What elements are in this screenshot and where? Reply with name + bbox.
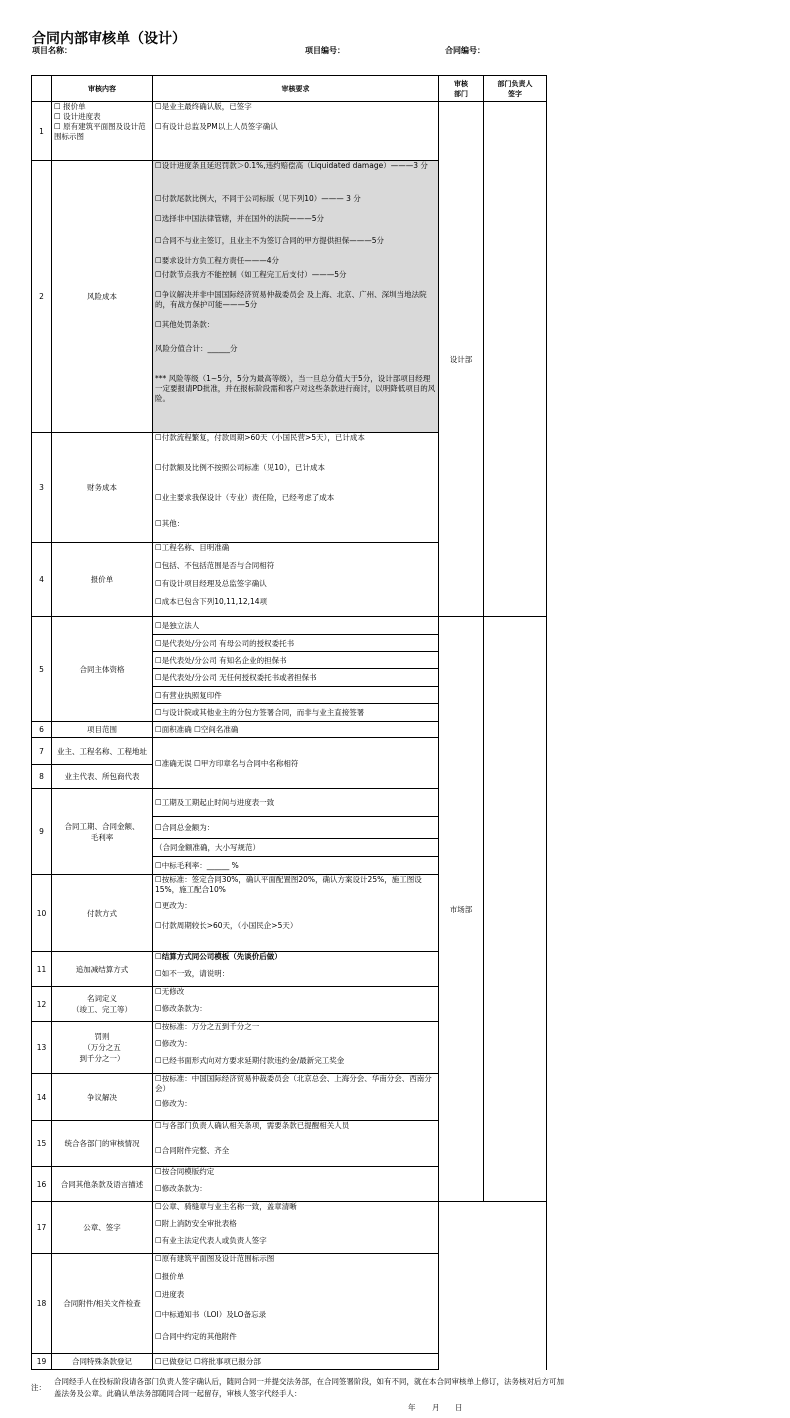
row-11-req <box>153 952 439 987</box>
row-10-req-2[interactable]: ☐更改为： <box>155 901 192 910</box>
row-11-req-2[interactable]: ☐如不一致，请说明： <box>155 969 230 978</box>
row-14-req <box>153 1074 439 1121</box>
row-13-content: 罚则 （万分之五 到千分之一） <box>52 1022 153 1074</box>
row-14-content: 争议解决 <box>52 1074 153 1121</box>
row-16-req-1[interactable]: ☐按合同模版约定 <box>155 1167 215 1176</box>
row-1-content <box>52 102 153 161</box>
row-10-content: 付款方式 <box>52 875 153 952</box>
row-1-req-1[interactable]: ☐是业主最终确认版，已签字 <box>155 102 252 111</box>
row-16-num: 16 <box>32 1167 52 1202</box>
row-3-req-1[interactable]: ☐付款流程繁复，付款周期>60天（小国民营>5天），已计成本 <box>155 433 365 442</box>
row-9-req-3[interactable]: （合同金额准确，大小写规范） <box>153 839 439 857</box>
row-9-req-4[interactable]: ☐中标毛利率：______ % <box>153 857 439 875</box>
row-4-req-4[interactable]: ☐成本已包含下列10,11,12,14项 <box>155 597 268 606</box>
row-5-req-2[interactable]: ☐是代表处/分公司 有母公司的授权委托书 <box>153 635 439 652</box>
row-19-req-1[interactable]: ☐已做登记 ☐将批事项已报分部 <box>153 1354 439 1370</box>
row-17-req-3[interactable]: ☐有业主法定代表人或负责人签字 <box>155 1236 267 1245</box>
row-16-req-2[interactable]: ☐修改条款为： <box>155 1184 207 1193</box>
row-1-req-3[interactable]: ☐有设计总监及PM以上人员签字确认 <box>155 122 278 131</box>
row-12-req-1[interactable]: ☐无修改 <box>155 987 185 996</box>
row-13-req-3[interactable]: ☐已经书面形式向对方要求延期付款违约金/最新完工奖金 <box>155 1056 345 1065</box>
row-3-req-4[interactable]: ☐其他： <box>155 519 185 528</box>
row-9-req-1[interactable]: ☐工期及工期起止时间与进度表一致 <box>153 789 439 817</box>
row-2-content: 风险成本 <box>52 161 153 433</box>
row-10-req <box>153 875 439 952</box>
row-9-content: 合同工期、合同金额、 毛利率 <box>52 789 153 875</box>
row-7-content: 业主、工程名称、工程地址 <box>52 738 153 765</box>
sign-year: 年 <box>408 1403 416 1412</box>
row-13-num: 13 <box>32 1022 52 1074</box>
owner-sign-market[interactable] <box>484 617 547 1202</box>
row-8-num: 8 <box>32 765 52 789</box>
row-4-req <box>153 543 439 617</box>
row-19-num: 19 <box>32 1354 52 1370</box>
row-2-req-3[interactable]: ☐选择非中国法律管辖，并在国外的法院———5分 <box>155 214 324 223</box>
row-15-content: 统合各部门的审核情况 <box>52 1121 153 1167</box>
row-4-num: 4 <box>32 543 52 617</box>
row-2-req <box>153 161 439 433</box>
row-17-req-1[interactable]: ☐公章、骑缝章与业主名称一致，盖章清晰 <box>155 1202 297 1211</box>
project-name-label: 项目名称： <box>32 46 72 55</box>
row-15-num: 15 <box>32 1121 52 1167</box>
header-owner: 部门负责人 签字 <box>484 76 547 102</box>
dept-market: 市场部 <box>439 617 484 1202</box>
row-8-content: 业主代表、所包商代表 <box>52 765 153 789</box>
row-2-req-10: *** 风险等级（1~5分，5分为最高等级），当一旦总分值大于5分，设计部项目经理一定要报请PD批准，并在报标阶段需和客户对这些条款进行商讨，以明降低项目的风险。 <box>155 374 436 403</box>
row-18-num: 18 <box>32 1254 52 1354</box>
row-5-req-5[interactable]: ☐有营业执照复印件 <box>153 687 439 704</box>
dept-design: 设计部 <box>439 102 484 617</box>
row-5-content: 合同主体资格 <box>52 617 153 722</box>
row-6-req-1[interactable]: ☐面积准确 ☐空间名准确 <box>153 722 439 738</box>
row-12-req-2[interactable]: ☐修改条款为： <box>155 1004 207 1013</box>
owner-sign-design[interactable] <box>484 102 547 617</box>
header-dept: 审核 部门 <box>439 76 484 102</box>
row-2-num: 2 <box>32 161 52 433</box>
row-2-req-4[interactable]: ☐合同不与业主签订，且业主不为签订合同的甲方提供担保———5分 <box>155 236 384 245</box>
row-1-item-2[interactable]: ☐ 设计进度表 <box>54 112 101 121</box>
header-content: 审核内容 <box>52 76 153 102</box>
row-10-num: 10 <box>32 875 52 952</box>
row-17-content: 公章、签字 <box>52 1202 153 1254</box>
row-5-req-1[interactable]: ☐是独立法人 <box>153 617 439 635</box>
row-14-req-2[interactable]: ☐修改为： <box>155 1099 192 1108</box>
row-7-8-req[interactable]: ☐准确无误 ☐甲方印章名与合同中名称相符 <box>153 738 439 789</box>
row-9-num: 9 <box>32 789 52 875</box>
row-4-req-2[interactable]: ☐包括、不包括范围是否与合同相符 <box>155 561 275 570</box>
row-2-req-9[interactable]: 风险分值合计：______分 <box>155 344 238 353</box>
row-5-req-4[interactable]: ☐是代表处/分公司 无任何授权委托书或者担保书 <box>153 669 439 687</box>
row-7-num: 7 <box>32 738 52 765</box>
row-13-req <box>153 1022 439 1074</box>
row-4-req-1[interactable]: ☐工程名称、目明准确 <box>155 543 230 552</box>
row-11-num: 11 <box>32 952 52 987</box>
row-1-item-3[interactable]: ☐ 原有建筑平面图及设计范围标示图 <box>54 122 146 141</box>
row-13-req-1[interactable]: ☐按标准：万分之五到千分之一 <box>155 1022 260 1031</box>
row-15-req-1[interactable]: ☐与各部门负责人确认相关条项，需要条款已提醒相关人员 <box>155 1121 350 1130</box>
row-18-req-3[interactable]: ☐进度表 <box>155 1290 185 1299</box>
row-4-content: 报价单 <box>52 543 153 617</box>
row-1-num: 1 <box>32 102 52 161</box>
row-5-req-6[interactable]: ☐与设计院或其他业主的分包方签署合同，而非与业主直接签署 <box>153 704 439 722</box>
row-14-req-1[interactable]: ☐按标准：中国国际经济贸易仲裁委员会（北京总会、上海分会、华南分会、西南分会） <box>155 1074 432 1093</box>
row-14-num: 14 <box>32 1074 52 1121</box>
row-3-req <box>153 433 439 543</box>
row-1-req <box>153 102 439 161</box>
row-9-req-2[interactable]: ☐合同总金额为： <box>153 817 439 839</box>
row-11-req-1[interactable]: ☐结算方式同公司模板（先谈价后做） <box>155 952 282 961</box>
contract-no-label: 合同编号： <box>445 46 485 55</box>
row-5-num: 5 <box>32 617 52 722</box>
row-2-req-1[interactable]: ☐设计进度条且延迟罚款＞0.1%,违约赔偿高（Liquidated damage）———3 分 <box>155 161 428 170</box>
row-6-num: 6 <box>32 722 52 738</box>
row-18-req <box>153 1254 439 1354</box>
row-18-req-1[interactable]: ☐原有建筑平面图及设计范围标示图 <box>155 1254 275 1263</box>
row-15-req-2[interactable]: ☐合同附件完整、齐全 <box>155 1146 230 1155</box>
project-no-label: 项目编号： <box>305 46 345 55</box>
row-10-req-3[interactable]: ☐付款周期较长>60天，（小国民企>5天） <box>155 921 298 930</box>
review-table <box>31 75 547 1370</box>
row-2-req-7[interactable]: ☐争议解决并非中国国际经济贸易仲裁委员会 及上海、北京、广州、深圳当地法院的，有战方保护可能———5分 <box>155 290 427 309</box>
row-1-item-1[interactable]: ☐ 报价单 <box>54 102 86 111</box>
page-title: 合同内部审核单（设计） <box>32 31 186 47</box>
row-10-req-1[interactable]: ☐按标准：签定合同30%，确认平面配置图20%，确认方案设计25%，施工图设15%，施工配合10% <box>155 875 422 894</box>
row-17-req-2[interactable]: ☐附上消防安全审批表格 <box>155 1219 237 1228</box>
row-17-req <box>153 1202 439 1254</box>
row-12-req <box>153 987 439 1022</box>
footnote-label: 注： <box>31 1383 46 1392</box>
row-12-content: 名词定义 （竣工、完工等） <box>52 987 153 1022</box>
row-4-req-3[interactable]: ☐有设计项目经理及总监签字确认 <box>155 579 267 588</box>
row-13-req-2[interactable]: ☐修改为： <box>155 1039 192 1048</box>
row-18-req-5[interactable]: ☐合同中约定的其他附件 <box>155 1332 237 1341</box>
row-3-num: 3 <box>32 433 52 543</box>
row-18-req-2[interactable]: ☐报价单 <box>155 1272 185 1281</box>
sign-day: 日 <box>455 1403 463 1412</box>
row-2-req-8[interactable]: ☐其他处罚条款： <box>155 320 215 329</box>
row-12-num: 12 <box>32 987 52 1022</box>
header-requirement: 审核要求 <box>153 76 439 102</box>
row-6-content: 项目范围 <box>52 722 153 738</box>
row-2-req-2[interactable]: ☐付款尾款比例大，不同于公司标版（见下列10）——— 3 分 <box>155 194 361 203</box>
row-16-content: 合同其他条款及语言描述 <box>52 1167 153 1202</box>
sign-month: 月 <box>432 1403 440 1412</box>
row-15-req <box>153 1121 439 1167</box>
header-num-cell <box>32 76 52 102</box>
row-18-req-4[interactable]: ☐中标通知书（LOI）及LO备忘录 <box>155 1310 267 1319</box>
row-3-req-3[interactable]: ☐业主要求我保设计（专业）责任险，已经考虑了成本 <box>155 493 335 502</box>
row-5-req-3[interactable]: ☐是代表处/分公司 有知名企业的担保书 <box>153 652 439 669</box>
row-16-req <box>153 1167 439 1202</box>
row-18-content: 合同附件/相关文件检查 <box>52 1254 153 1354</box>
row-2-req-6[interactable]: ☐付款节点我方不能控制（如工程完工后支付）———5分 <box>155 270 347 279</box>
row-3-content: 财务成本 <box>52 433 153 543</box>
row-3-req-2[interactable]: ☐付款额及比例不按照公司标准（见10），已计成本 <box>155 463 326 472</box>
footnote-text: 合同经手人在投标阶段请各部门负责人签字确认后，随同合同一并提交法务部，在合同签署阶段，如有不同，就在本合同审核单上修订，法务核对后方可加盖法务及公章。此确认单法务部随同合同一起留存，审核人签字代经手人： <box>54 1377 564 1398</box>
row-19-content: 合同特殊条款登记 <box>52 1354 153 1370</box>
row-2-req-5[interactable]: ☐要求设计方负工程方责任———4分 <box>155 256 279 265</box>
row-11-content: 追加减结算方式 <box>52 952 153 987</box>
row-17-num: 17 <box>32 1202 52 1254</box>
